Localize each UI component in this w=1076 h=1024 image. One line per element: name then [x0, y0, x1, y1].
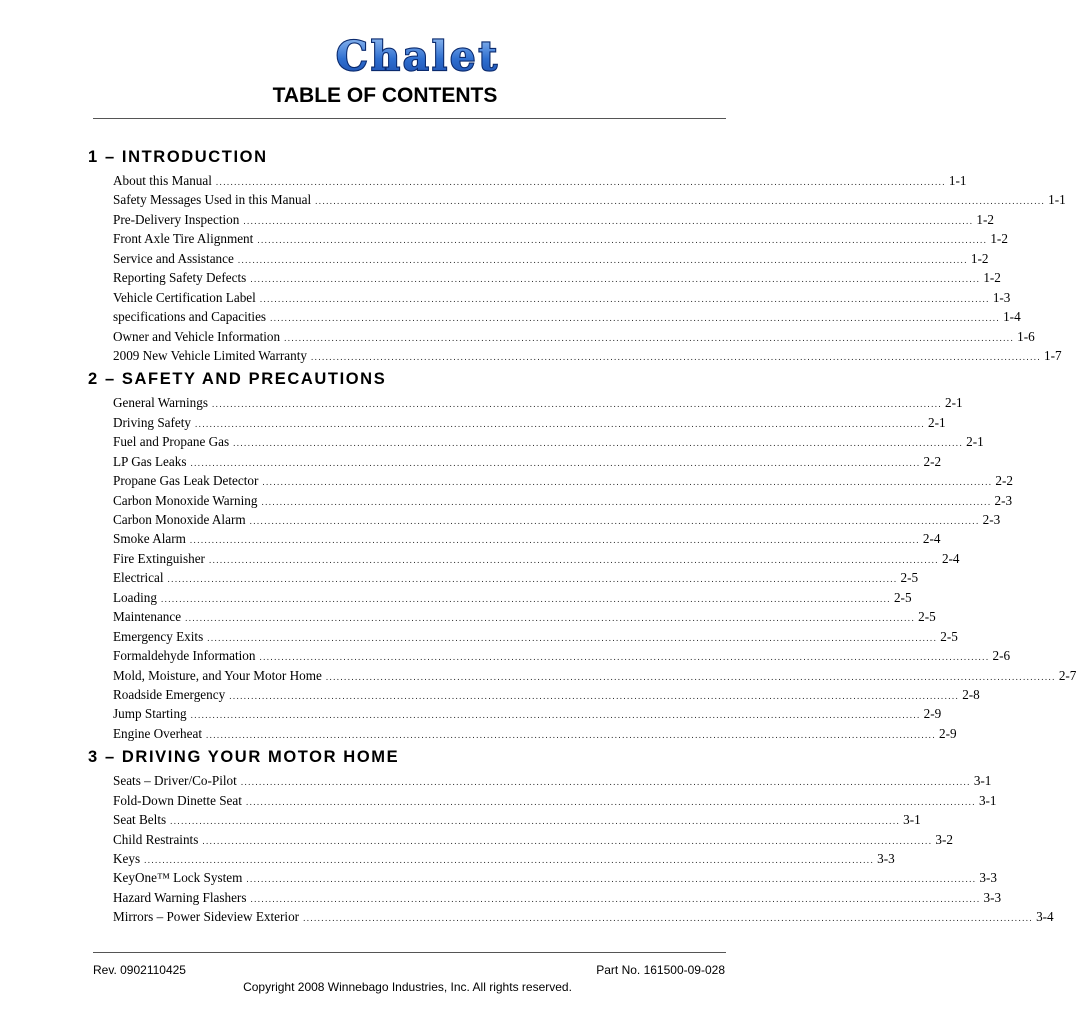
toc-entry[interactable]	[88, 327, 1035, 346]
entry-label: Smoke Alarm	[113, 531, 186, 547]
entry-page-number: 2-2	[923, 453, 942, 469]
entry-label: Pre-Delivery Inspection	[113, 211, 240, 227]
dot-leader: ........................................................................................................................................................................................................	[170, 816, 901, 827]
dot-leader: ........................................................................................................................................................................................................	[262, 477, 993, 488]
entry-page-number: 2-4	[922, 531, 941, 547]
dot-leader: ........................................................................................................................................................................................................	[189, 535, 920, 546]
entry-page-number: 2-4	[941, 550, 960, 566]
toc-section	[88, 368, 1076, 743]
entry-label: specifications and Capacities	[113, 309, 267, 325]
entry-label: Child Restraints	[113, 831, 199, 847]
entry-page-number: 2-9	[923, 706, 942, 722]
toc-entry[interactable]	[88, 413, 946, 432]
toc-entry[interactable]	[88, 704, 942, 723]
dot-leader: ........................................................................................................................................................................................................	[246, 874, 977, 885]
dot-leader: ........................................................................................................................................................................................................	[303, 913, 1034, 924]
dot-leader: ........................................................................................................................................................................................................	[250, 274, 981, 285]
toc-entry[interactable]	[88, 685, 980, 704]
toc-entry[interactable]	[88, 268, 1001, 287]
toc-entry[interactable]	[88, 607, 936, 626]
entry-page-number: 2-9	[938, 725, 957, 741]
revision-number: Rev. 0902110425	[93, 963, 186, 977]
page-title: TABLE OF CONTENTS	[272, 84, 498, 107]
entry-label: Carbon Monoxide Warning	[113, 492, 258, 508]
dot-leader: ........................................................................................................................................................................................................	[259, 652, 990, 663]
entry-label: Loading	[113, 589, 157, 605]
dot-leader: ........................................................................................................................................................................................................	[212, 399, 943, 410]
entry-label: Formaldehyde Information	[113, 648, 256, 664]
toc-entry[interactable]	[88, 452, 942, 471]
toc-entry[interactable]	[88, 791, 997, 810]
entry-page-number: 3-2	[935, 831, 953, 847]
section-heading: 2 – SAFETY AND PRECAUTIONS	[88, 370, 387, 389]
entry-page-number: 1-2	[983, 270, 1001, 286]
toc-entry[interactable]	[88, 549, 960, 568]
dot-leader: ........................................................................................................................................................................................................	[167, 574, 898, 585]
entry-page-number: 1-7	[1044, 347, 1062, 363]
dot-leader: ........................................................................................................................................................................................................	[207, 632, 938, 643]
entry-label: Front Axle Tire Alignment	[113, 231, 254, 247]
entry-label: LP Gas Leaks	[113, 453, 187, 469]
entry-page-number: 3-3	[877, 851, 895, 866]
dot-leader: ........................................................................................................................................................................................................	[190, 710, 921, 721]
dot-leader: ........................................................................................................................................................................................................	[257, 235, 988, 246]
dot-leader: ........................................................................................................................................................................................................	[205, 729, 936, 740]
toc-entry[interactable]	[88, 190, 1066, 209]
entry-page-number: 1-3	[992, 289, 1011, 305]
entry-page-number: 1-2	[976, 211, 994, 227]
entry-label: Mirrors – Power Sideview Exterior	[113, 909, 300, 925]
entry-label: Mold, Moisture, and Your Motor Home	[113, 667, 322, 683]
entry-page-number: 2-7	[1058, 667, 1076, 683]
entry-label: General Warnings	[113, 395, 209, 411]
entry-label: Fuel and Propane Gas	[113, 434, 230, 450]
toc-entry[interactable]	[88, 171, 967, 190]
dot-leader: ........................................................................................................................................................................................................	[311, 351, 1042, 362]
toc-entry[interactable]	[88, 471, 1013, 490]
entry-label: Seat Belts	[113, 812, 167, 828]
dot-leader: ........................................................................................................................................................................................................	[243, 215, 974, 226]
entry-page-number: 2-5	[900, 570, 919, 586]
entry-page-number: 2-5	[893, 589, 912, 605]
dot-leader: ........................................................................................................................................................................................................	[215, 177, 946, 187]
toc-entry[interactable]	[88, 868, 997, 887]
entry-label: Emergency Exits	[113, 628, 204, 644]
dot-leader: ........................................................................................................................................................................................................	[160, 593, 891, 604]
toc-entry[interactable]	[88, 724, 957, 743]
dot-leader: ........................................................................................................................................................................................................	[237, 254, 968, 265]
entry-page-number: 1-2	[970, 250, 989, 266]
chalet-logo	[0, 30, 770, 80]
entry-label: Carbon Monoxide Alarm	[113, 512, 246, 527]
toc-entry[interactable]	[88, 346, 1062, 365]
toc-entry[interactable]	[88, 771, 992, 790]
entry-page-number: 3-4	[1036, 909, 1054, 925]
entry-page-number: 2-1	[928, 414, 946, 430]
entry-page-number: 1-1	[1048, 192, 1066, 208]
entry-label: Engine Overheat	[113, 725, 202, 741]
dot-leader: ........................................................................................................................................................................................................	[284, 332, 1015, 343]
toc-entry[interactable]	[88, 210, 994, 229]
entry-page-number: 2-3	[982, 512, 1001, 527]
entry-page-number: 2-5	[940, 628, 958, 644]
toc-section	[88, 746, 1054, 927]
entry-page-number: 2-5	[918, 609, 936, 625]
entry-page-number: 2-2	[995, 473, 1013, 489]
toc-entry[interactable]	[88, 529, 941, 548]
entry-label: Propane Gas Leak Detector	[113, 473, 259, 489]
toc-entry[interactable]	[88, 393, 963, 412]
toc-entry[interactable]	[88, 907, 1054, 926]
toc-entry[interactable]	[88, 249, 989, 268]
top-divider	[93, 118, 726, 119]
entry-page-number: 1-1	[948, 173, 967, 188]
entry-label: About this Manual	[113, 173, 212, 188]
entry-label: Fire Extinguisher	[113, 550, 205, 566]
entry-page-number: 2-3	[994, 492, 1013, 508]
dot-leader: ........................................................................................................................................................................................................	[325, 671, 1056, 682]
dot-leader: ........................................................................................................................................................................................................	[229, 690, 960, 701]
dot-leader: ........................................................................................................................................................................................................	[259, 293, 990, 304]
toc-entry[interactable]	[88, 666, 1076, 685]
dot-leader: ........................................................................................................................................................................................................	[144, 855, 875, 865]
toc-entry[interactable]	[88, 229, 1008, 248]
entry-page-number: 2-8	[962, 686, 980, 702]
entry-label: Reporting Safety Defects	[113, 270, 247, 286]
entry-page-number: 3-1	[973, 773, 992, 789]
toc-entry[interactable]	[88, 588, 912, 607]
entry-label: Electrical	[113, 570, 164, 586]
toc-entry[interactable]	[88, 307, 1021, 326]
toc-entry[interactable]	[88, 888, 1002, 907]
entry-label: Safety Messages Used in this Manual	[113, 192, 312, 208]
entry-label: Roadside Emergency	[113, 686, 226, 702]
copyright-notice: Copyright 2008 Winnebago Industries, Inc. All rights reserved.	[243, 980, 572, 994]
dot-leader: ........................................................................................................................................................................................................	[195, 418, 926, 429]
dot-leader: ........................................................................................................................................................................................................	[202, 835, 933, 846]
dot-leader: ........................................................................................................................................................................................................	[250, 893, 981, 904]
entry-label: Driving Safety	[113, 414, 192, 430]
entry-page-number: 1-2	[990, 231, 1008, 247]
entry-label: 2009 New Vehicle Limited Warranty	[113, 347, 308, 363]
dot-leader: ........................................................................................................................................................................................................	[185, 613, 916, 624]
dot-leader: ........................................................................................................................................................................................................	[233, 438, 964, 449]
entry-page-number: 1-4	[1003, 309, 1021, 325]
entry-label: Service and Assistance	[113, 250, 234, 266]
entry-label: Jump Starting	[113, 706, 187, 722]
dot-leader: ........................................................................................................................................................................................................	[245, 796, 976, 807]
toc-entry[interactable]	[88, 510, 1001, 529]
entry-page-number: 2-6	[992, 648, 1011, 664]
toc-entry[interactable]	[88, 627, 958, 646]
bottom-divider	[93, 952, 726, 953]
entry-page-number: 3-1	[978, 792, 997, 808]
entry-label: Maintenance	[113, 609, 182, 625]
toc-section	[88, 146, 1066, 365]
entry-label: Vehicle Certification Label	[113, 289, 256, 305]
section-heading: 1 – INTRODUCTION	[88, 148, 268, 166]
logo-text: Chalet	[336, 33, 500, 80]
toc-entry[interactable]	[88, 810, 921, 829]
part-number: Part No. 161500-09-028	[596, 963, 725, 977]
entry-label: KeyOne™ Lock System	[113, 870, 243, 886]
toc-entry[interactable]	[88, 849, 895, 868]
entry-label: Owner and Vehicle Information	[113, 328, 281, 344]
toc-entry[interactable]	[88, 288, 1011, 307]
entry-label: Seats – Driver/Co-Pilot	[113, 773, 237, 789]
dot-leader: ........................................................................................................................................................................................................	[315, 196, 1046, 207]
toc-entry[interactable]	[88, 432, 984, 451]
dot-leader: ........................................................................................................................................................................................................	[240, 777, 971, 788]
toc-entry[interactable]	[88, 568, 919, 587]
entry-page-number: 1-6	[1017, 328, 1035, 344]
toc-entry[interactable]	[88, 491, 1013, 510]
table-of-contents	[88, 146, 1076, 930]
entry-page-number: 3-1	[903, 812, 921, 828]
entry-label: Hazard Warning Flashers	[113, 889, 247, 905]
toc-entry[interactable]	[88, 830, 953, 849]
entry-page-number: 2-1	[966, 434, 984, 450]
dot-leader: ........................................................................................................................................................................................................	[208, 554, 939, 565]
dot-leader: ........................................................................................................................................................................................................	[270, 313, 1001, 324]
dot-leader: ........................................................................................................................................................................................................	[190, 457, 921, 468]
dot-leader: ........................................................................................................................................................................................................	[249, 516, 980, 526]
dot-leader: ........................................................................................................................................................................................................	[261, 496, 992, 507]
section-heading: 3 – DRIVING YOUR MOTOR HOME	[88, 748, 400, 767]
entry-label: Keys	[113, 851, 141, 866]
entry-page-number: 3-3	[979, 870, 997, 886]
entry-label: Fold-Down Dinette Seat	[113, 792, 242, 808]
entry-page-number: 3-3	[983, 889, 1002, 905]
toc-entry[interactable]	[88, 646, 1011, 665]
entry-page-number: 2-1	[945, 395, 963, 411]
